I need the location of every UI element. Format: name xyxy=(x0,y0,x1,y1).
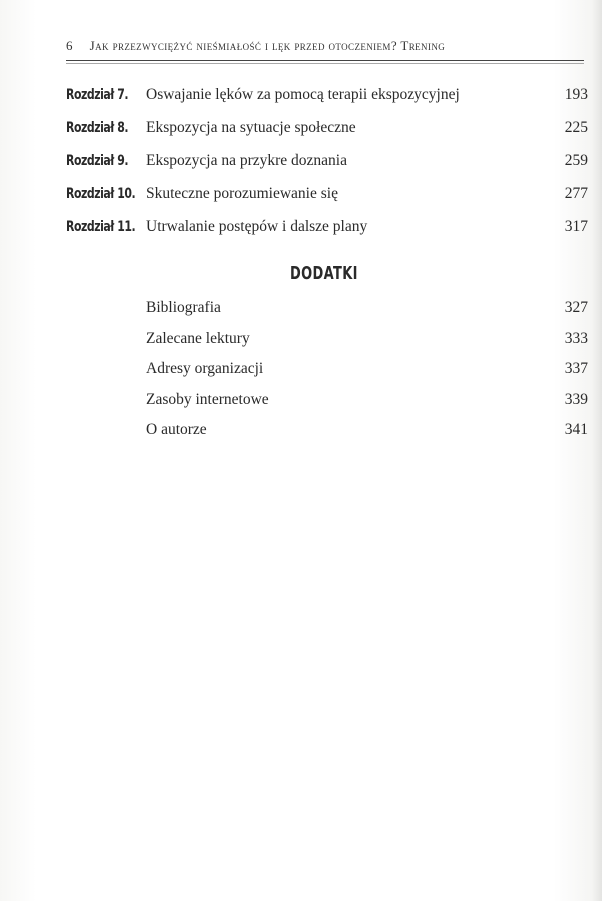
chapter-title: Ekspozycja na przykre doznania xyxy=(146,152,347,169)
header-rule-thin xyxy=(66,63,584,64)
chapter-title: Skuteczne porozumiewanie się xyxy=(146,185,338,202)
appendix-title: O autorze xyxy=(146,421,207,439)
appendix-page-number: 333 xyxy=(564,329,588,347)
appendix-title: Adresy organizacji xyxy=(146,360,264,378)
appendix-list xyxy=(146,297,588,450)
running-head-title: Jak przezwyciężyć nieśmiałość i lęk przed otoczeniem? Trening xyxy=(89,38,446,53)
appendix-page-number: 339 xyxy=(564,390,588,408)
chapter-page-number: 259 xyxy=(564,152,588,169)
chapter-title: Ekspozycja na sytuacje społeczne xyxy=(146,119,356,136)
page-edge-shadow xyxy=(592,0,602,901)
appendix-entry[interactable] xyxy=(146,358,588,389)
header-rule xyxy=(66,60,584,61)
appendix-page-number: 337 xyxy=(564,360,588,378)
running-head xyxy=(66,38,586,58)
chapter-page-number: 317 xyxy=(564,218,588,235)
page-number: 6 xyxy=(66,38,73,53)
chapter-label: Rozdział 7. xyxy=(66,87,129,103)
appendix-entry[interactable] xyxy=(146,389,588,420)
appendix-title: Bibliografia xyxy=(146,299,221,316)
toc-entry[interactable] xyxy=(66,115,588,148)
chapter-label: Rozdział 10. xyxy=(66,186,136,202)
appendix-title: Zasoby internetowe xyxy=(146,390,269,408)
appendix-entry[interactable] xyxy=(146,419,588,450)
appendix-title: Zalecane lektury xyxy=(146,329,250,347)
appendix-entry[interactable] xyxy=(146,328,588,359)
toc-entry[interactable] xyxy=(66,181,588,214)
chapter-label: Rozdział 9. xyxy=(66,153,129,169)
table-of-contents xyxy=(66,82,588,247)
chapter-title: Oswajanie lęków za pomocą terapii ekspozycyjnej xyxy=(146,86,460,103)
chapter-page-number: 193 xyxy=(564,86,588,103)
toc-entry[interactable] xyxy=(66,82,588,115)
chapter-page-number: 225 xyxy=(564,119,588,136)
toc-entry[interactable] xyxy=(66,148,588,181)
chapter-page-number: 277 xyxy=(564,185,588,202)
appendix-page-number: 341 xyxy=(564,421,588,439)
chapter-label: Rozdział 8. xyxy=(66,120,129,136)
appendix-heading: DODATKI xyxy=(290,263,358,284)
appendix-entry[interactable] xyxy=(146,297,588,328)
chapter-title: Utrwalanie postępów i dalsze plany xyxy=(146,218,368,235)
chapter-label: Rozdział 11. xyxy=(66,219,136,235)
appendix-page-number: 327 xyxy=(564,299,588,316)
toc-entry[interactable] xyxy=(66,214,588,247)
